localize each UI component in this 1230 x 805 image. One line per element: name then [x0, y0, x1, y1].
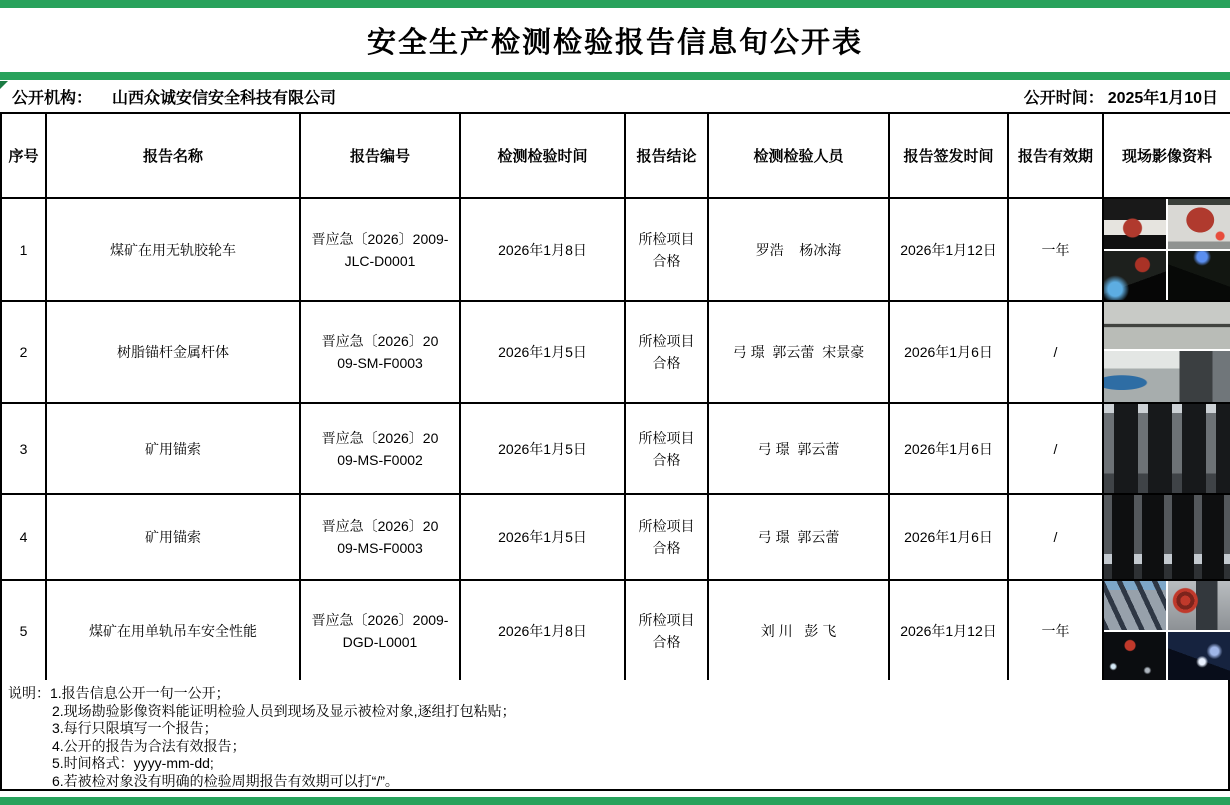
note-item-4: 4.公开的报告为合法有效报告；	[52, 737, 246, 754]
publish-org	[12, 85, 336, 108]
report-name-cell: 煤矿在用单轨吊车安全性能	[46, 580, 300, 681]
validity-cell: /	[1008, 301, 1103, 403]
publish-org-value: 山西众诚安信安全科技有限公司	[112, 89, 337, 107]
report-no-line-1: 晋应急〔2026〕2009-	[311, 611, 449, 628]
report-name-cell: 树脂锚杆金属杆体	[46, 301, 300, 403]
conclusion-cell: 所检项目合格	[625, 494, 708, 580]
col-header-6: 检测检验人员	[708, 113, 889, 198]
title-band	[0, 8, 1230, 72]
publish-time-value: 2025年1月10日	[1107, 89, 1218, 107]
inspectors-cell: 弓 璟 郭云蕾	[708, 494, 889, 580]
report-name-cell: 矿用锚索	[46, 494, 300, 580]
site-photos	[1104, 302, 1230, 402]
test-date-cell: 2026年1月8日	[460, 198, 625, 301]
table-row	[1, 198, 1230, 301]
report-no-cell	[300, 580, 460, 681]
table-row	[1, 494, 1230, 580]
report-no-line-1: 晋应急〔2026〕20	[321, 333, 439, 349]
validity-cell: 一年	[1008, 198, 1103, 301]
monorail-red-coil-photo	[1168, 581, 1230, 630]
note-item-1: 1.报告信息公开一旬一公开；	[50, 685, 230, 701]
col-header-8: 报告有效期	[1008, 113, 1103, 198]
report-no-line-2: JLC-D0001	[344, 252, 416, 269]
test-date-cell: 2026年1月5日	[460, 494, 625, 580]
site-photos	[1104, 199, 1230, 300]
notes-list	[8, 703, 1222, 791]
divider-accent-bar	[0, 72, 1230, 80]
report-no-cell	[300, 301, 460, 403]
seq-cell: 2	[1, 301, 46, 403]
photos-cell	[1103, 301, 1230, 403]
col-header-3: 报告编号	[300, 113, 460, 198]
issue-date-cell: 2026年1月12日	[889, 580, 1008, 681]
report-no-cell	[300, 403, 460, 494]
site-photos	[1104, 581, 1230, 680]
seq-cell: 3	[1, 403, 46, 494]
report-no-cell	[300, 198, 460, 301]
notes-section	[0, 680, 1230, 791]
notes-label: 说明：	[8, 685, 50, 701]
inspectors-cell: 刘 川 彭 飞	[708, 580, 889, 681]
page-title: 安全生产检测检验报告信息旬公开表	[366, 26, 863, 59]
validity-cell: /	[1008, 494, 1103, 580]
report-name-cell: 煤矿在用无轨胶轮车	[46, 198, 300, 301]
col-header-2: 报告名称	[46, 113, 300, 198]
report-no-line-2: 09-SM-F0003	[337, 355, 423, 371]
publish-org-label: 公开机构：	[12, 89, 93, 107]
report-no-line-1: 晋应急〔2026〕2009-	[311, 230, 449, 247]
report-name-cell: 矿用锚索	[46, 403, 300, 494]
photos-cell	[1103, 494, 1230, 580]
truck-rear-banner-photo	[1104, 199, 1166, 249]
issue-date-cell: 2026年1月6日	[889, 403, 1008, 494]
table-header-row	[1, 113, 1230, 198]
inspection-room-person-photo	[1104, 351, 1230, 402]
cab-interior-red-photo	[1104, 251, 1166, 301]
issue-date-cell: 2026年1月6日	[889, 301, 1008, 403]
conclusion-cell: 所检项目合格	[625, 580, 708, 681]
meta-row	[0, 80, 1230, 112]
note-item-5: 5.时间格式：yyyy-mm-dd;	[52, 755, 214, 771]
photos-cell	[1103, 198, 1230, 301]
metal-rod-sample-photo	[1104, 302, 1230, 349]
col-header-9: 现场影像资料	[1103, 113, 1230, 198]
test-date-cell: 2026年1月5日	[460, 301, 625, 403]
table-body	[1, 198, 1230, 681]
seq-cell: 4	[1, 494, 46, 580]
report-no-line-1: 晋应急〔2026〕20	[321, 518, 439, 534]
report-no-line-2: 09-MS-F0003	[337, 540, 423, 556]
site-photos	[1104, 495, 1230, 579]
table-row	[1, 403, 1230, 494]
note-item-2: 2.现场勘验影像资料能证明检验人员到现场及显示被检对象,逐组打包粘贴；	[52, 702, 516, 719]
notes-first-line	[8, 685, 1222, 703]
issue-date-cell: 2026年1月12日	[889, 198, 1008, 301]
cab-interior-blue-photo	[1168, 251, 1230, 301]
publish-time	[1024, 85, 1218, 108]
site-photos	[1104, 404, 1230, 493]
report-no-line-2: 09-MS-F0002	[337, 451, 423, 468]
issue-date-cell: 2026年1月6日	[889, 494, 1008, 580]
validity-cell: /	[1008, 403, 1103, 494]
conclusion-cell: 所检项目合格	[625, 403, 708, 494]
truck-rear-red-mark-photo	[1168, 199, 1230, 249]
mine-tunnel-blue-photo	[1168, 632, 1230, 681]
report-no-line-1: 晋应急〔2026〕20	[321, 429, 439, 446]
conclusion-cell: 所检项目合格	[625, 198, 708, 301]
anchor-cable-coils-dark-photo	[1104, 495, 1230, 579]
col-header-7: 报告签发时间	[889, 113, 1008, 198]
monorail-rack-photo	[1104, 581, 1166, 630]
inspectors-cell: 弓 璟 郭云蕾 宋景豪	[708, 301, 889, 403]
mine-tunnel-red-lamp-photo	[1104, 632, 1166, 681]
top-accent-bar	[0, 0, 1230, 8]
test-date-cell: 2026年1月5日	[460, 403, 625, 494]
col-header-5: 报告结论	[625, 113, 708, 198]
inspectors-cell: 罗浩 杨冰海	[708, 198, 889, 301]
table-row	[1, 580, 1230, 681]
conclusion-cell: 所检项目合格	[625, 301, 708, 403]
col-header-1: 序号	[1, 113, 46, 198]
report-no-cell	[300, 494, 460, 580]
report-table	[0, 112, 1230, 682]
note-item-6: 6.若被检对象没有明确的检验周期报告有效期可以打“/”。	[52, 772, 399, 789]
validity-cell: 一年	[1008, 580, 1103, 681]
photos-cell	[1103, 403, 1230, 494]
table-row	[1, 301, 1230, 403]
seq-cell: 5	[1, 580, 46, 681]
anchor-cable-coils-light-photo	[1104, 404, 1230, 493]
bottom-accent-bar	[0, 797, 1230, 805]
inspectors-cell: 弓 璟 郭云蕾	[708, 403, 889, 494]
col-header-4: 检测检验时间	[460, 113, 625, 198]
seq-cell: 1	[1, 198, 46, 301]
test-date-cell: 2026年1月8日	[460, 580, 625, 681]
note-item-3: 3.每行只限填写一个报告；	[52, 720, 218, 736]
report-no-line-2: DGD-L0001	[342, 633, 418, 650]
photos-cell	[1103, 580, 1230, 681]
publish-time-label: 公开时间：	[1023, 89, 1104, 107]
